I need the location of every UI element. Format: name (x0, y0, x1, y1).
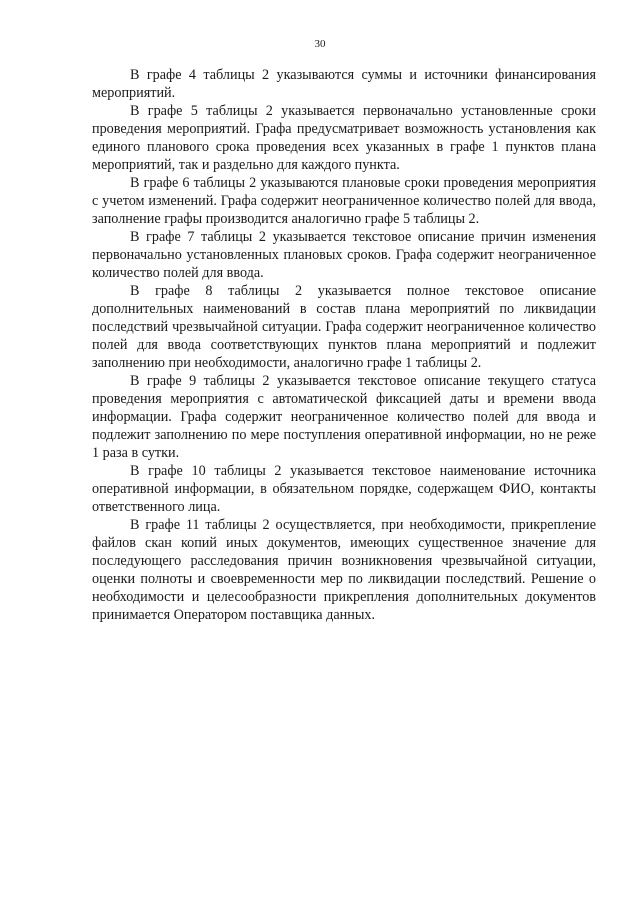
paragraph-graph-11: В графе 11 таблицы 2 осуществляется, при необходимости, прикрепление файлов скан копий иных документов, имеющих существенное значение для последующего расследования причин возникновения чрезвычайной ситуации, оценки полноты и своевременности мер по ликвидации последствий. Решение о необходимости и целесообразности прикрепления дополнительных документов принимается Оператором поставщика данных. (92, 517, 596, 623)
paragraph-graph-9: В графе 9 таблицы 2 указывается текстовое описание текущего статуса проведения мероприятия с автоматической фиксацией даты и времени ввода информации. Графа содержит неограниченное количество полей для ввода и подлежит заполнению по мере поступления оперативной информации, но не реже 1 раза в сутки. (92, 373, 596, 461)
paragraph-graph-5: В графе 5 таблицы 2 указывается первоначально установленные сроки проведения мероприятий. Графа предусматривает возможность установления как единого планового срока проведения всех указанных в графе 1 пунктов плана мероприятий, так и раздельно для каждого пункта. (92, 103, 596, 173)
page-number: 30 (314, 38, 326, 50)
paragraph-graph-8: В графе 8 таблицы 2 указывается полное текстовое описание дополнительных наименований в состав плана мероприятий по ликвидации последствий чрезвычайной ситуации. Графа содержит неограниченное количество полей для ввода соответствующих пунктов плана мероприятий и подлежит заполнению при необходимости, аналогично графе 1 таблицы 2. (92, 283, 596, 371)
paragraph-graph-7: В графе 7 таблицы 2 указывается текстовое описание причин изменения первоначально установленных плановых сроков. Графа содержит неограниченное количество полей для ввода. (92, 229, 596, 281)
paragraph-graph-10: В графе 10 таблицы 2 указывается текстовое наименование источника оперативной информации, в обязательном порядке, содержащем ФИО, контакты ответственного лица. (92, 463, 596, 515)
document-body (92, 66, 596, 624)
paragraph-graph-6: В графе 6 таблицы 2 указываются плановые сроки проведения мероприятия с учетом изменений. Графа содержит неограниченное количество полей для ввода, заполнение графы производится аналогично графе 5 таблицы 2. (92, 175, 596, 227)
paragraph-graph-4: В графе 4 таблицы 2 указываются суммы и источники финансирования мероприятий. (92, 67, 596, 101)
